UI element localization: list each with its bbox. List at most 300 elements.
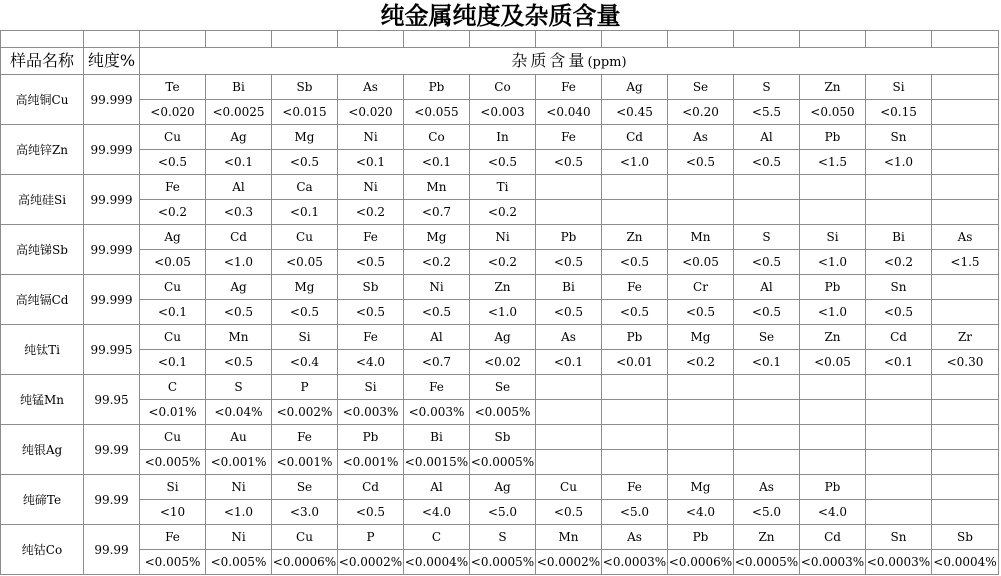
element-cell[interactable]: Fe <box>140 175 206 200</box>
impurity-value-cell[interactable]: <5.0 <box>734 500 800 525</box>
impurity-value-cell[interactable]: <0.01% <box>140 400 206 425</box>
impurity-value-cell[interactable] <box>800 450 866 475</box>
element-cell[interactable]: Te <box>140 75 206 100</box>
impurity-value-cell[interactable]: <0.45 <box>602 100 668 125</box>
impurity-value-cell[interactable]: <0.2 <box>866 250 932 275</box>
element-cell[interactable]: Pb <box>800 125 866 150</box>
impurity-value-cell[interactable]: <0.5 <box>206 300 272 325</box>
header-impurity[interactable] <box>140 48 999 75</box>
empty-cell[interactable] <box>1 31 84 48</box>
element-cell[interactable]: Pb <box>338 425 404 450</box>
impurity-value-cell[interactable] <box>602 400 668 425</box>
element-cell[interactable]: Cu <box>140 325 206 350</box>
impurity-value-cell[interactable]: <0.1 <box>272 200 338 225</box>
element-cell[interactable]: Al <box>734 125 800 150</box>
element-cell[interactable]: Cu <box>140 425 206 450</box>
impurity-value-cell[interactable]: <0.5 <box>536 500 602 525</box>
impurity-value-cell[interactable] <box>866 450 932 475</box>
impurity-value-cell[interactable]: <0.040 <box>536 100 602 125</box>
element-cell[interactable]: C <box>404 525 470 550</box>
element-cell[interactable]: Pb <box>668 525 734 550</box>
impurity-value-cell[interactable] <box>866 400 932 425</box>
element-cell[interactable] <box>800 175 866 200</box>
element-cell[interactable]: Ni <box>470 225 536 250</box>
element-cell[interactable]: Fe <box>140 525 206 550</box>
impurity-value-cell[interactable]: <0.2 <box>668 350 734 375</box>
impurity-value-cell[interactable]: <0.2 <box>470 250 536 275</box>
element-cell[interactable] <box>668 175 734 200</box>
purity-cell[interactable]: 99.999 <box>84 125 140 175</box>
impurity-value-cell[interactable] <box>800 200 866 225</box>
sample-row-elements <box>1 425 999 450</box>
impurity-value-cell[interactable] <box>536 450 602 475</box>
element-cell[interactable]: Mg <box>404 225 470 250</box>
impurity-value-cell[interactable]: <0.5 <box>536 150 602 175</box>
impurity-value-cell[interactable]: <0.050 <box>800 100 866 125</box>
impurity-value-cell[interactable]: <0.5 <box>734 250 800 275</box>
impurity-value-cell[interactable] <box>866 500 932 525</box>
impurity-value-cell[interactable]: <0.0004% <box>404 550 470 575</box>
sample-name-cell[interactable]: 高纯锑Sb <box>1 225 84 275</box>
element-cell[interactable]: Pb <box>602 325 668 350</box>
element-cell[interactable]: Se <box>272 475 338 500</box>
element-cell[interactable] <box>932 75 999 100</box>
purity-cell[interactable]: 99.99 <box>84 475 140 525</box>
impurity-value-cell[interactable] <box>602 200 668 225</box>
element-cell[interactable]: Ni <box>206 525 272 550</box>
impurity-value-cell[interactable] <box>932 400 999 425</box>
element-cell[interactable]: Mg <box>668 475 734 500</box>
empty-cell[interactable] <box>470 31 536 48</box>
element-cell[interactable]: S <box>206 375 272 400</box>
impurity-value-cell[interactable] <box>602 450 668 475</box>
impurity-value-cell[interactable]: <0.5 <box>734 150 800 175</box>
impurity-value-cell[interactable] <box>734 400 800 425</box>
empty-cell[interactable] <box>866 31 932 48</box>
element-cell[interactable]: Fe <box>536 75 602 100</box>
impurity-value-cell[interactable]: <0.005% <box>470 400 536 425</box>
impurity-value-cell[interactable] <box>932 500 999 525</box>
impurity-value-cell[interactable] <box>932 100 999 125</box>
element-cell[interactable]: Fe <box>602 475 668 500</box>
element-cell[interactable] <box>866 475 932 500</box>
impurity-value-cell[interactable]: <0.0015% <box>404 450 470 475</box>
impurity-value-cell[interactable]: <0.0004% <box>932 550 999 575</box>
impurity-value-cell[interactable]: <0.5 <box>338 500 404 525</box>
impurity-value-cell[interactable]: <0.5 <box>602 300 668 325</box>
element-cell[interactable]: Ag <box>470 325 536 350</box>
impurity-value-cell[interactable]: <0.05 <box>272 250 338 275</box>
impurity-value-cell[interactable]: <0.30 <box>932 350 999 375</box>
impurity-value-cell[interactable]: <0.5 <box>602 250 668 275</box>
element-cell[interactable]: Au <box>206 425 272 450</box>
impurity-value-cell[interactable]: <0.005% <box>140 550 206 575</box>
element-cell[interactable]: As <box>536 325 602 350</box>
element-cell[interactable]: As <box>602 525 668 550</box>
element-cell[interactable]: Sn <box>866 525 932 550</box>
impurity-value-cell[interactable]: <0.1 <box>140 300 206 325</box>
element-cell[interactable]: Si <box>866 75 932 100</box>
element-cell[interactable]: Al <box>404 325 470 350</box>
impurity-value-cell[interactable]: <0.0002% <box>536 550 602 575</box>
element-cell[interactable] <box>536 425 602 450</box>
impurity-value-cell[interactable]: <0.5 <box>272 150 338 175</box>
impurity-value-cell[interactable] <box>668 450 734 475</box>
impurity-value-cell[interactable]: <0.2 <box>140 200 206 225</box>
impurity-value-cell[interactable]: <5.0 <box>470 500 536 525</box>
empty-cell[interactable] <box>668 31 734 48</box>
element-cell[interactable]: Co <box>470 75 536 100</box>
impurity-value-cell[interactable]: <0.015 <box>272 100 338 125</box>
impurity-value-cell[interactable] <box>536 400 602 425</box>
element-cell[interactable]: Zn <box>602 225 668 250</box>
element-cell[interactable]: Mg <box>668 325 734 350</box>
impurity-value-cell[interactable]: <0.5 <box>668 150 734 175</box>
impurity-value-cell[interactable]: <0.05 <box>800 350 866 375</box>
impurity-value-cell[interactable]: <0.1 <box>404 150 470 175</box>
element-cell[interactable]: Cr <box>668 275 734 300</box>
element-cell[interactable]: Mn <box>536 525 602 550</box>
element-cell[interactable]: Ag <box>140 225 206 250</box>
impurity-value-cell[interactable]: <0.1 <box>140 350 206 375</box>
sample-name-cell[interactable]: 高纯镉Cd <box>1 275 84 325</box>
element-cell[interactable]: Fe <box>404 375 470 400</box>
element-cell[interactable]: Fe <box>272 425 338 450</box>
purity-cell[interactable]: 99.999 <box>84 225 140 275</box>
element-cell[interactable]: Pb <box>800 275 866 300</box>
element-cell[interactable]: Mg <box>272 275 338 300</box>
empty-cell[interactable] <box>404 31 470 48</box>
element-cell[interactable]: Sn <box>866 275 932 300</box>
empty-cell[interactable] <box>84 31 140 48</box>
header-sample-name[interactable]: 样品名称 <box>1 48 84 75</box>
element-cell[interactable]: Ag <box>206 275 272 300</box>
element-cell[interactable]: Pb <box>800 475 866 500</box>
purity-cell[interactable]: 99.999 <box>84 75 140 125</box>
element-cell[interactable]: Se <box>470 375 536 400</box>
impurity-value-cell[interactable]: <0.5 <box>536 300 602 325</box>
purity-cell[interactable]: 99.99 <box>84 525 140 575</box>
element-cell[interactable]: Mn <box>206 325 272 350</box>
impurity-value-cell[interactable]: <0.0005% <box>470 450 536 475</box>
element-cell[interactable] <box>734 375 800 400</box>
impurity-value-cell[interactable]: <1.0 <box>206 500 272 525</box>
element-cell[interactable] <box>602 375 668 400</box>
impurity-value-cell[interactable]: <3.0 <box>272 500 338 525</box>
impurity-value-cell[interactable] <box>866 200 932 225</box>
impurity-value-cell[interactable]: <0.1 <box>734 350 800 375</box>
element-cell[interactable]: As <box>734 475 800 500</box>
element-cell[interactable] <box>932 425 999 450</box>
impurity-value-cell[interactable] <box>668 200 734 225</box>
element-cell[interactable]: Zn <box>734 525 800 550</box>
impurity-value-cell[interactable]: <0.5 <box>206 350 272 375</box>
impurity-value-cell[interactable]: <0.0005% <box>734 550 800 575</box>
impurity-value-cell[interactable]: <1.0 <box>800 300 866 325</box>
impurity-value-cell[interactable]: <0.04% <box>206 400 272 425</box>
element-cell[interactable] <box>932 175 999 200</box>
empty-cell[interactable] <box>602 31 668 48</box>
element-cell[interactable]: Zn <box>470 275 536 300</box>
element-cell[interactable] <box>536 175 602 200</box>
impurity-value-cell[interactable]: <0.2 <box>470 200 536 225</box>
sample-name-cell[interactable]: 高纯铜Cu <box>1 75 84 125</box>
purity-cell[interactable]: 99.999 <box>84 175 140 225</box>
impurity-value-cell[interactable]: <0.15 <box>866 100 932 125</box>
impurity-value-cell[interactable]: <0.5 <box>338 250 404 275</box>
element-cell[interactable]: Ti <box>470 175 536 200</box>
element-cell[interactable]: Cu <box>140 275 206 300</box>
impurity-value-cell[interactable]: <0.2 <box>404 250 470 275</box>
impurity-value-cell[interactable]: <0.020 <box>338 100 404 125</box>
impurity-value-cell[interactable]: <0.001% <box>272 450 338 475</box>
sample-name-cell[interactable]: 纯钛Ti <box>1 325 84 375</box>
impurity-value-cell[interactable]: <0.0025 <box>206 100 272 125</box>
element-cell[interactable]: Ni <box>338 175 404 200</box>
empty-cell[interactable] <box>734 31 800 48</box>
element-cell[interactable]: Si <box>272 325 338 350</box>
purity-cell[interactable]: 99.999 <box>84 275 140 325</box>
impurity-value-cell[interactable] <box>932 200 999 225</box>
element-cell[interactable]: Ag <box>602 75 668 100</box>
impurity-value-cell[interactable]: <4.0 <box>404 500 470 525</box>
impurity-value-cell[interactable]: <0.0003% <box>866 550 932 575</box>
empty-cell[interactable] <box>140 31 206 48</box>
element-cell[interactable]: Ag <box>206 125 272 150</box>
impurity-value-cell[interactable] <box>734 200 800 225</box>
element-cell[interactable]: Cd <box>206 225 272 250</box>
impurity-value-cell[interactable]: <0.005% <box>140 450 206 475</box>
element-cell[interactable]: Cd <box>602 125 668 150</box>
impurity-value-cell[interactable]: <1.0 <box>470 300 536 325</box>
impurity-value-cell[interactable]: <0.5 <box>734 300 800 325</box>
element-cell[interactable]: Bi <box>536 275 602 300</box>
impurity-value-cell[interactable] <box>932 150 999 175</box>
element-cell[interactable]: Bi <box>206 75 272 100</box>
impurity-value-cell[interactable]: <0.001% <box>338 450 404 475</box>
element-cell[interactable]: Cu <box>272 225 338 250</box>
element-cell[interactable]: Al <box>206 175 272 200</box>
element-cell[interactable]: Cu <box>272 525 338 550</box>
element-cell[interactable] <box>734 175 800 200</box>
impurity-value-cell[interactable]: <1.0 <box>800 250 866 275</box>
element-cell[interactable] <box>800 375 866 400</box>
element-cell[interactable]: Mn <box>404 175 470 200</box>
element-cell[interactable]: Si <box>800 225 866 250</box>
element-cell[interactable] <box>602 425 668 450</box>
impurity-value-cell[interactable]: <10 <box>140 500 206 525</box>
impurity-value-cell[interactable]: <4.0 <box>800 500 866 525</box>
impurity-value-cell[interactable]: <1.0 <box>602 150 668 175</box>
impurity-value-cell[interactable]: <0.05 <box>140 250 206 275</box>
element-cell[interactable]: Sb <box>272 75 338 100</box>
sample-name-cell[interactable]: 高纯锌Zn <box>1 125 84 175</box>
element-cell[interactable]: As <box>668 125 734 150</box>
element-cell[interactable]: Bi <box>404 425 470 450</box>
header-purity[interactable]: 纯度% <box>84 48 140 75</box>
impurity-value-cell[interactable]: <0.1 <box>338 150 404 175</box>
element-cell[interactable]: Sb <box>470 425 536 450</box>
element-cell[interactable]: Co <box>404 125 470 150</box>
element-cell[interactable]: Si <box>338 375 404 400</box>
purity-cell[interactable]: 99.99 <box>84 425 140 475</box>
impurity-value-cell[interactable]: <0.055 <box>404 100 470 125</box>
element-cell[interactable] <box>602 175 668 200</box>
impurity-value-cell[interactable]: <0.4 <box>272 350 338 375</box>
sample-name-cell[interactable]: 纯碲Te <box>1 475 84 525</box>
impurity-value-cell[interactable]: <0.002% <box>272 400 338 425</box>
element-cell[interactable]: Al <box>404 475 470 500</box>
impurity-value-cell[interactable]: <0.7 <box>404 350 470 375</box>
impurity-value-cell[interactable]: <0.003 <box>470 100 536 125</box>
empty-cell[interactable] <box>272 31 338 48</box>
element-cell[interactable] <box>866 375 932 400</box>
element-cell[interactable]: Ni <box>404 275 470 300</box>
element-cell[interactable]: Mg <box>272 125 338 150</box>
impurity-value-cell[interactable]: <4.0 <box>668 500 734 525</box>
element-cell[interactable]: Cd <box>338 475 404 500</box>
element-cell[interactable]: Mn <box>668 225 734 250</box>
impurity-value-cell[interactable]: <0.0006% <box>668 550 734 575</box>
impurity-value-cell[interactable]: <0.20 <box>668 100 734 125</box>
empty-cell[interactable] <box>932 31 999 48</box>
element-cell[interactable]: C <box>140 375 206 400</box>
impurity-value-cell[interactable]: <1.5 <box>800 150 866 175</box>
element-cell[interactable] <box>932 275 999 300</box>
impurity-value-cell[interactable]: <0.1 <box>536 350 602 375</box>
impurity-value-cell[interactable] <box>932 450 999 475</box>
element-cell[interactable]: Cd <box>866 325 932 350</box>
element-cell[interactable]: Pb <box>536 225 602 250</box>
element-cell[interactable]: Ni <box>206 475 272 500</box>
impurity-value-cell[interactable]: <0.020 <box>140 100 206 125</box>
purity-cell[interactable]: 99.95 <box>84 375 140 425</box>
element-cell[interactable] <box>932 475 999 500</box>
impurity-value-cell[interactable]: <0.5 <box>272 300 338 325</box>
element-cell[interactable]: Fe <box>338 225 404 250</box>
impurity-value-cell[interactable] <box>668 400 734 425</box>
sample-name-cell[interactable]: 高纯硅Si <box>1 175 84 225</box>
impurity-value-cell[interactable]: <0.003% <box>404 400 470 425</box>
element-cell[interactable]: Zn <box>800 325 866 350</box>
impurity-value-cell[interactable]: <0.2 <box>338 200 404 225</box>
impurity-value-cell[interactable] <box>734 450 800 475</box>
impurity-value-cell[interactable]: <0.01 <box>602 350 668 375</box>
element-cell[interactable] <box>800 425 866 450</box>
element-cell[interactable]: As <box>338 75 404 100</box>
empty-cell[interactable] <box>536 31 602 48</box>
element-cell[interactable]: Ni <box>338 125 404 150</box>
element-cell[interactable]: S <box>734 225 800 250</box>
element-cell[interactable]: Cd <box>800 525 866 550</box>
element-cell[interactable]: Ag <box>470 475 536 500</box>
impurity-value-cell[interactable]: <0.1 <box>206 150 272 175</box>
element-cell[interactable] <box>668 425 734 450</box>
purity-cell[interactable]: 99.995 <box>84 325 140 375</box>
element-cell[interactable] <box>866 175 932 200</box>
element-cell[interactable]: Al <box>734 275 800 300</box>
impurity-value-cell[interactable]: <0.5 <box>668 300 734 325</box>
element-cell[interactable]: S <box>734 75 800 100</box>
element-cell[interactable]: Cu <box>140 125 206 150</box>
impurity-value-cell[interactable]: <1.5 <box>932 250 999 275</box>
impurity-value-cell[interactable]: <5.0 <box>602 500 668 525</box>
element-cell[interactable]: Fe <box>536 125 602 150</box>
impurity-value-cell[interactable]: <0.0003% <box>602 550 668 575</box>
impurity-value-cell[interactable]: <0.05 <box>668 250 734 275</box>
sample-name-cell[interactable]: 纯锰Mn <box>1 375 84 425</box>
impurity-value-cell[interactable]: <0.3 <box>206 200 272 225</box>
element-cell[interactable] <box>668 375 734 400</box>
element-cell[interactable]: Fe <box>338 325 404 350</box>
impurity-value-cell[interactable]: <0.5 <box>404 300 470 325</box>
element-cell[interactable]: P <box>338 525 404 550</box>
element-cell[interactable] <box>734 425 800 450</box>
element-cell[interactable]: Sb <box>932 525 999 550</box>
impurity-value-cell[interactable]: <0.0005% <box>470 550 536 575</box>
impurity-value-cell[interactable]: <5.5 <box>734 100 800 125</box>
element-cell[interactable]: Zn <box>800 75 866 100</box>
impurity-value-cell[interactable]: <0.003% <box>338 400 404 425</box>
element-cell[interactable]: As <box>932 225 999 250</box>
impurity-value-cell[interactable]: <0.5 <box>338 300 404 325</box>
element-cell[interactable]: S <box>470 525 536 550</box>
element-cell[interactable]: Sn <box>866 125 932 150</box>
impurity-value-cell[interactable] <box>536 200 602 225</box>
impurity-value-cell[interactable]: <0.001% <box>206 450 272 475</box>
element-cell[interactable]: P <box>272 375 338 400</box>
element-cell[interactable]: Zr <box>932 325 999 350</box>
impurity-value-cell[interactable]: <4.0 <box>338 350 404 375</box>
element-cell[interactable] <box>866 425 932 450</box>
element-cell[interactable]: Pb <box>404 75 470 100</box>
impurity-value-cell[interactable]: <0.1 <box>866 350 932 375</box>
element-cell[interactable] <box>536 375 602 400</box>
element-cell[interactable]: Si <box>140 475 206 500</box>
empty-cell[interactable] <box>206 31 272 48</box>
impurity-value-cell[interactable]: <0.0002% <box>338 550 404 575</box>
element-cell[interactable]: In <box>470 125 536 150</box>
impurity-value-cell[interactable]: <0.005% <box>206 550 272 575</box>
impurity-value-cell[interactable] <box>800 400 866 425</box>
empty-cell[interactable] <box>800 31 866 48</box>
impurity-value-cell[interactable]: <0.5 <box>866 300 932 325</box>
element-cell[interactable] <box>932 125 999 150</box>
sample-row-values <box>1 100 999 125</box>
sample-name-cell[interactable]: 纯钴Co <box>1 525 84 575</box>
element-cell[interactable]: Fe <box>602 275 668 300</box>
sample-name-cell[interactable]: 纯银Ag <box>1 425 84 475</box>
impurity-value-cell[interactable]: <0.0003% <box>800 550 866 575</box>
impurity-value-cell[interactable]: <0.5 <box>536 250 602 275</box>
impurity-value-cell[interactable]: <0.02 <box>470 350 536 375</box>
element-cell[interactable]: Ca <box>272 175 338 200</box>
impurity-value-cell[interactable] <box>932 300 999 325</box>
impurity-value-cell[interactable]: <0.0006% <box>272 550 338 575</box>
element-cell[interactable] <box>932 375 999 400</box>
element-cell[interactable]: Bi <box>866 225 932 250</box>
empty-cell[interactable] <box>338 31 404 48</box>
impurity-value-cell[interactable]: <0.7 <box>404 200 470 225</box>
element-cell[interactable]: Se <box>668 75 734 100</box>
impurity-value-cell[interactable]: <0.5 <box>140 150 206 175</box>
impurity-value-cell[interactable]: <1.0 <box>206 250 272 275</box>
element-cell[interactable]: Sb <box>338 275 404 300</box>
impurity-value-cell[interactable]: <1.0 <box>866 150 932 175</box>
element-cell[interactable]: Cu <box>536 475 602 500</box>
element-cell[interactable]: Se <box>734 325 800 350</box>
impurity-value-cell[interactable]: <0.5 <box>470 150 536 175</box>
